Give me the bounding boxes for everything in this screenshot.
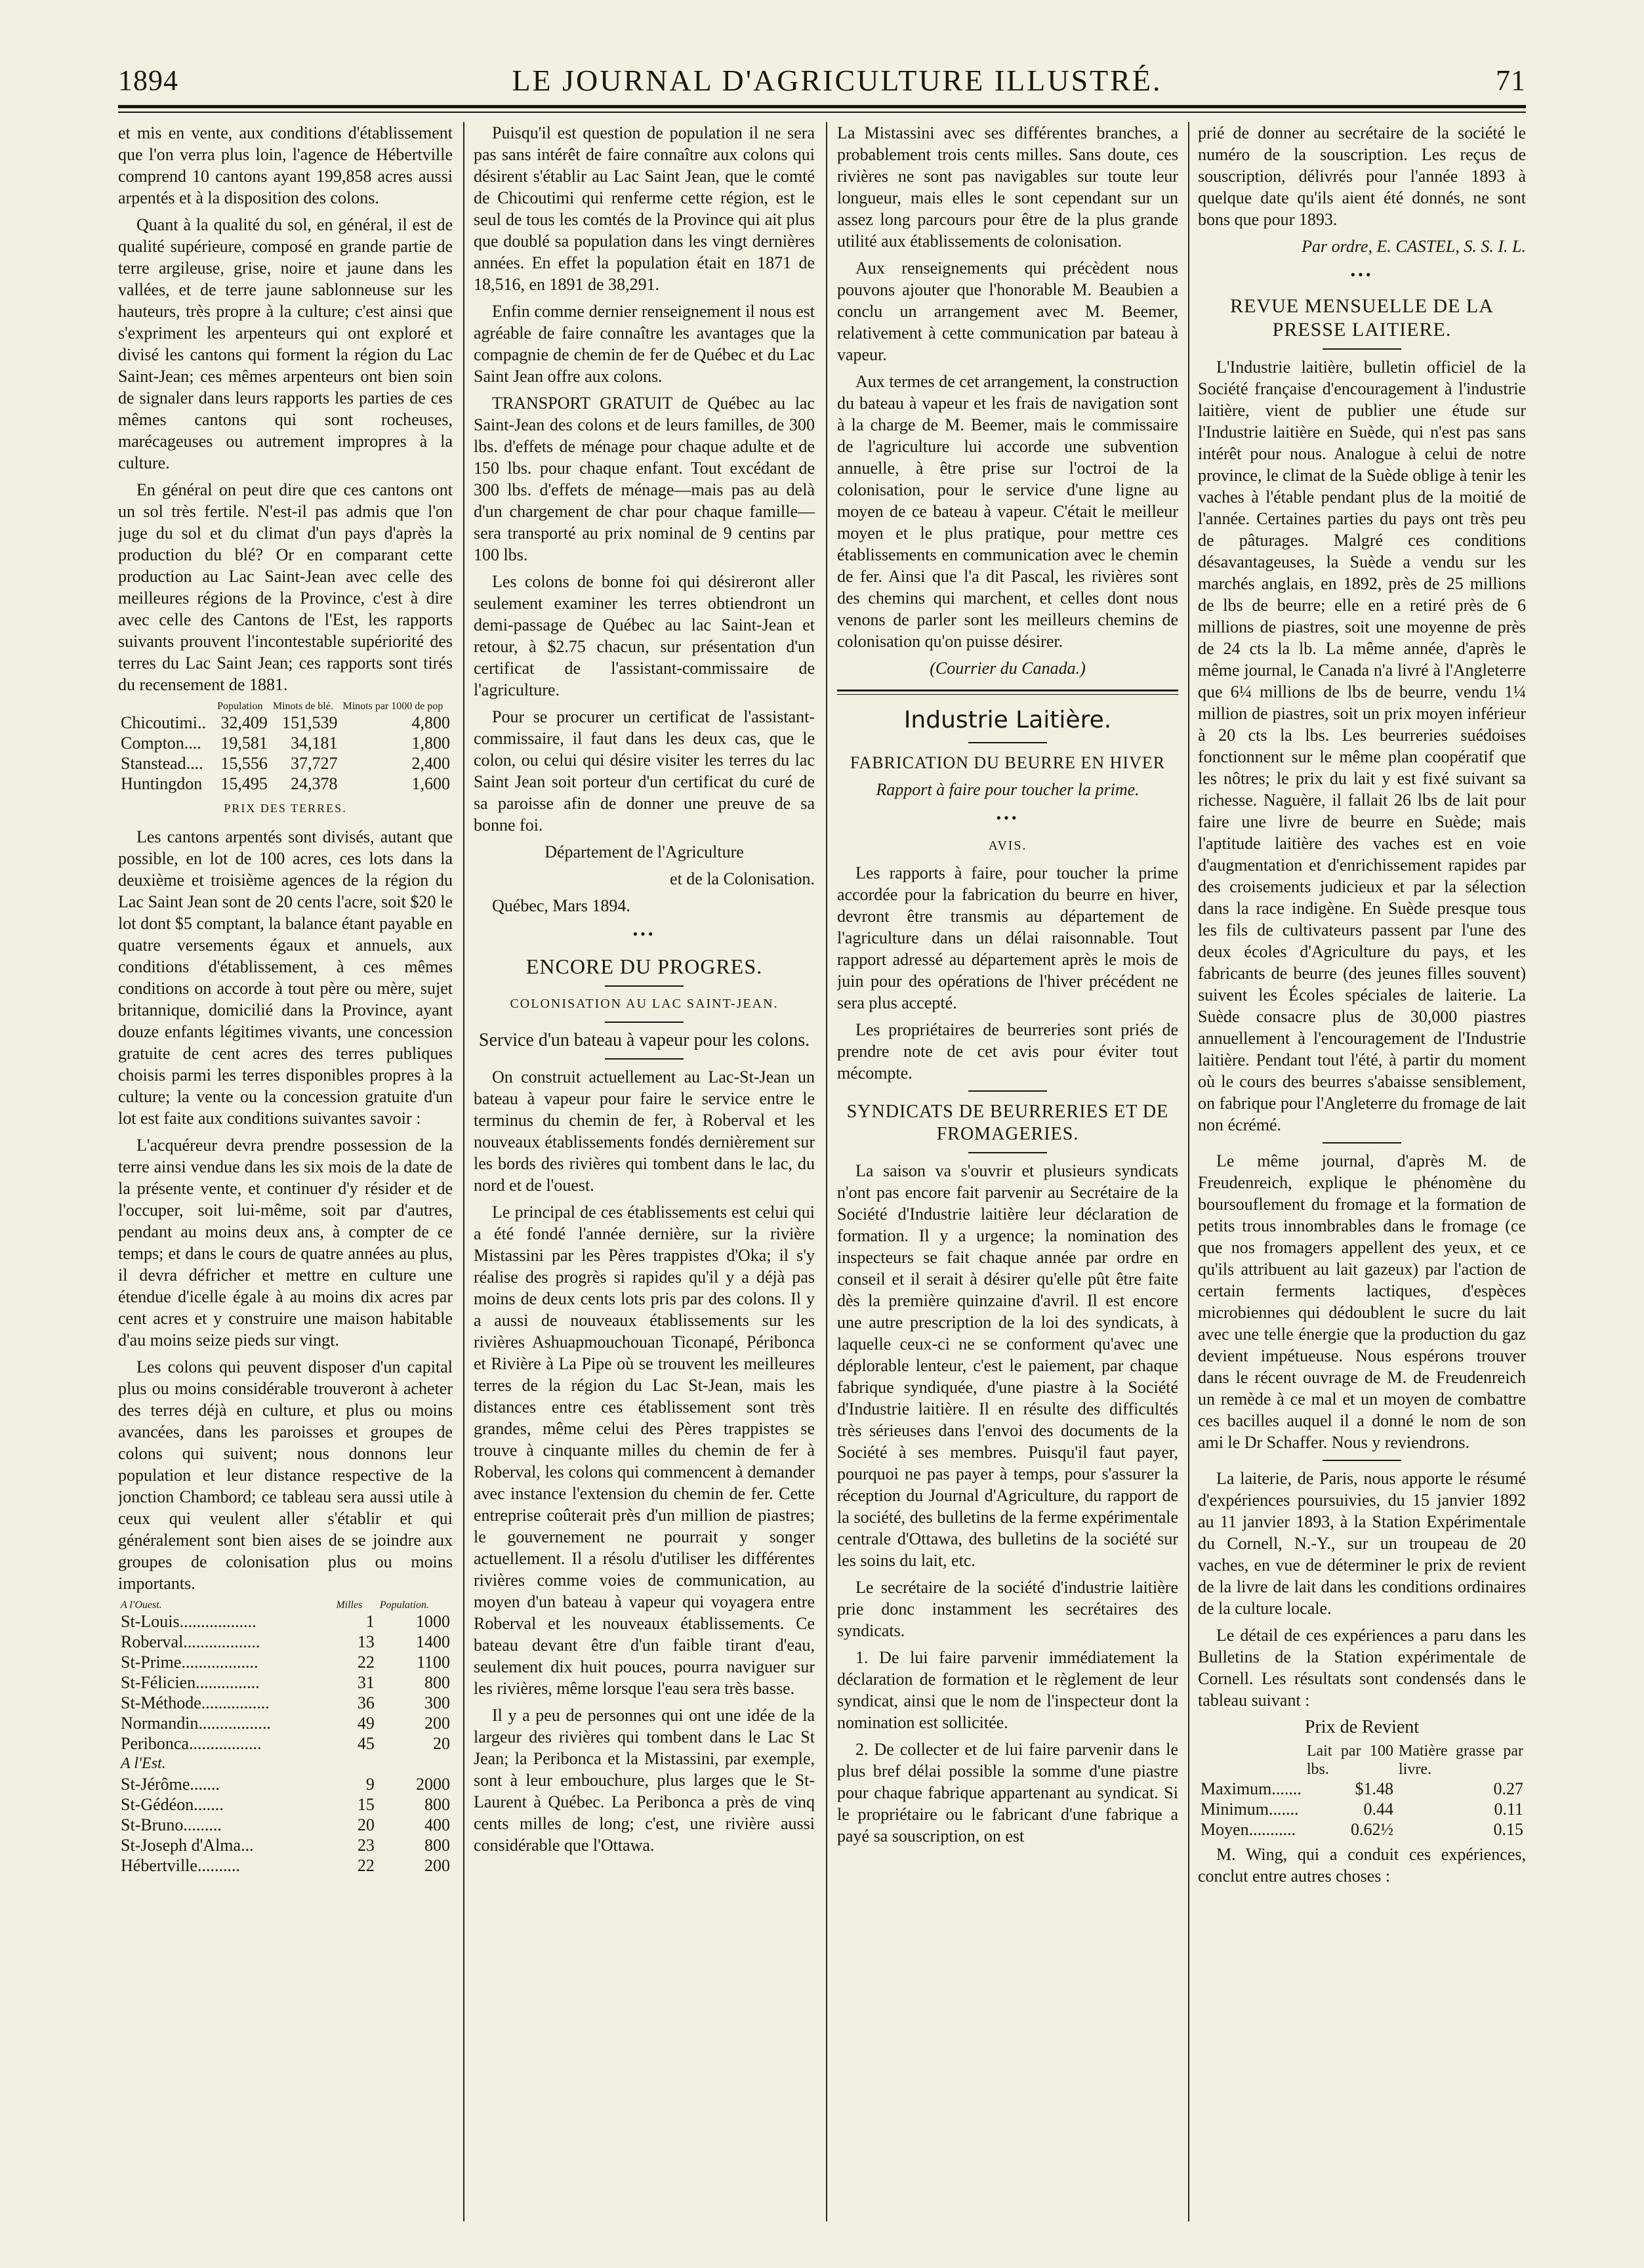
paragraph: Aux termes de cet arrangement, la construction du bateau à vapeur et les frais de navigation sont à la charge de M. Beemer, mais le commissaire de l'agriculture lui accorde une subvention annuelle, à être prise sur l'octroi de la colonisation, pour le service d'une ligne au moyen de ce bateau à vapeur. C'était le meilleur moyen et le plus pratique, pour mettre ces établissements en communication avec le chemin de fer. Ainsi que l'a dit Pascal, les rivières sont des chemins qui marchent, et celles dont nous venons de parler sont les meilleurs chemins de colonisation qu'on puisse désirer.: [837, 372, 1178, 651]
table-cell: 34,181: [290, 733, 338, 753]
table-cell: St-Louis..................: [121, 1612, 257, 1631]
paragraph: Les colons de bonne foi qui désireront aller seulement examiner les terres obtiendront un demi-passage de Québec au lac Saint-Jean et retour, à $2.75 chacun, sur présentation d'un certificat de l'assistant-commissaire de l'agriculture.: [474, 572, 815, 699]
column-2: [474, 122, 815, 2221]
table-row: [118, 1815, 453, 1835]
table-cell: 800: [424, 1673, 450, 1692]
journal-title: LE JOURNAL D'AGRICULTURE ILLUSTRÉ.: [512, 63, 1162, 97]
separator-rule: [605, 1021, 684, 1023]
table-cell: 300: [424, 1693, 450, 1712]
article-subheading: COLONISATION AU LAC SAINT-JEAN.: [510, 997, 779, 1011]
table-cell: $1.48: [1355, 1779, 1393, 1798]
table-cell: 1100: [416, 1653, 450, 1672]
table-cell: St-Gédéon.......: [121, 1795, 224, 1814]
table-row: [118, 1855, 453, 1876]
table-cell: 200: [424, 1856, 450, 1875]
paragraph: prié de donner au secrétaire de la société le numéro de la souscription. Les reçus de souscription, délivrés pour l'année 1893 à quelque date qu'ils aient été donnés, ne sont bons que pour 1893.: [1198, 123, 1526, 229]
table-cell: St-Prime..................: [121, 1653, 258, 1672]
table-cell: 1: [365, 1612, 375, 1631]
separator-rule: [605, 1058, 684, 1060]
paragraph: 1. De lui faire parvenir immédiatement la déclaration de formation et le règlement de leur syndicat, ainsi que le nom de l'inspecteur dont la nomination est sollicitée.: [837, 1648, 1178, 1732]
column-4: [1198, 122, 1526, 2221]
separator-rule: [1323, 1460, 1401, 1461]
table-cell: 31: [357, 1673, 375, 1692]
column-1: [118, 122, 453, 2221]
paragraph: On construit actuellement au Lac-St-Jean un bateau à vapeur pour faire le service entre le terminus du chemin de fer, à Roberval et les nouveaux établissements fondés dernièrement sur les bords des rivières qui tombent dans le lac, du nord et de l'ouest.: [474, 1067, 815, 1195]
paragraph: En général on peut dire que ces cantons ont un sol très fertile. N'est-il pas admis que l'on juge du sol et du climat d'un pays d'après la production du blé? Or en comparant cette production au Lac Saint-Jean avec celle des meilleures régions de la Province, c'est à dire avec celle des Cantons de l'Est, les rapports suivants prouvent l'incontestable supériorité des terres du Lac Saint Jean; ces rapports sont tirés du recensement de 1881.: [118, 480, 453, 694]
article-heading: ENCORE DU PROGRES.: [525, 955, 763, 978]
source-credit: (Courrier du Canada.): [930, 659, 1086, 678]
table-row: [118, 753, 453, 773]
table-header: [118, 701, 215, 712]
table-header: Population: [217, 701, 263, 712]
table-cell: Huntingdon: [121, 774, 203, 793]
paragraph: Le même journal, d'après M. de Freudenreich, explique le phénomène du boursouflement du fromage et la formation de petits trous innombrables dans le fromage (ce que nos fromagers appellent des yeux, et ce qu'ils attribuent au lait gazeux) par l'action de certain ferments lactiques, d'espèces microbiennes qui dédoublent le sucre du lait avec une telle énergie que la production du gaz devient impétueuse. Nous espérons trouver dans le récent ouvrage de M. de Freudenreich un remède à ce mal et un moyen de combattre ces bacilles auquel il a donné le nom de son ami le Dr Schaffer. Nous y reviendrons.: [1198, 1151, 1526, 1452]
table-cell: 0.15: [1493, 1820, 1523, 1839]
table-cell: 15,556: [220, 754, 268, 773]
table-cell: 36: [357, 1693, 375, 1712]
header-year: 1894: [118, 64, 178, 96]
table-row: [118, 1835, 453, 1855]
table-cell: St-Joseph d'Alma...: [121, 1836, 254, 1855]
table-cell: 20: [357, 1815, 375, 1834]
article-heading: REVUE MENSUELLE DE LA PRESSE LAITIERE.: [1230, 295, 1494, 340]
table-cell: 37,727: [290, 754, 338, 773]
section-heading: Industrie Laitière.: [903, 707, 1112, 733]
paragraph: Le détail de ces expériences a paru dans les Bulletins de la Station expérimentale de Cornell. Les résultats sont condensés dans le tableau suivant :: [1198, 1626, 1526, 1710]
paragraph: 2. De collecter et de lui faire parvenir dans le plus bref délai possible la somme d'une piastre pour chaque fabrique appartenant au syndicat. Si le propriétaire ou le fabricant d'une fabrique a payé sa souscription, on est: [837, 1740, 1178, 1845]
separator-rule: [968, 1152, 1047, 1153]
paragraph: Enfin comme dernier renseignement il nous est agréable de faire connaître les avantages que la compagnie de chemin de fer de Québec et du Lac Saint Jean offre aux colons.: [474, 302, 815, 386]
table-row: [118, 1632, 453, 1652]
table-cell: 200: [424, 1714, 450, 1733]
separator-rule: [1323, 348, 1401, 350]
paragraph: La Mistassini avec ses différentes branches, a probablement trois cents milles. Sans doute, ces rivières ne sont pas navigables sur toute leur longueur, mais elles le sont cependant sur un assez long parcours pour être de la plus grande utilité aux établissements de colonisation.: [837, 123, 1178, 251]
paragraph: Le secrétaire de la société d'industrie laitière prie donc instamment les secrétaires des syndicats.: [837, 1578, 1178, 1640]
table-title: Prix de Revient: [1304, 1717, 1420, 1737]
paragraph: Pour se procurer un certificat de l'assistant-commissaire, il faut dans les deux cas, que le colon, ou celui qui désire visiter les terres du lac Saint Jean soit porteur d'un certificat du curé de sa paroisse afin de donner une preuve de sa bonne foi.: [474, 707, 815, 835]
table-row: [1198, 1779, 1526, 1799]
table-cell: 49: [357, 1714, 375, 1733]
cost-table: [1198, 1742, 1526, 1840]
paragraph: Le principal de ces établissements est celui qui a été fondé l'année dernière, sur la rivière Mistassini par les Pères trappistes d'Oka; il s'y réalise des progrès si rapides qu'il y a déjà pas moins de deux cents lots pris par des colons. Il y a aussi de nouveaux établissements sur les rivières Ashuapmouchouan Ticonapé, Péribonca et Rivière à La Pipe où se trouvent les meilleures terres de la région du Lac St-Jean, mais les distances entre ces établissement sont très grandes, même celui des Pères trappistes se trouve à cinquante milles du chemin de fer à Roberval, les colons qui commencent à demander avec instance l'extension du chemin de fer. Cette entreprise coûterait près d'un million de piastres; le gouvernement ne pourrait y songer actuellement. Il a résolu d'utiliser les différentes rivières comme voies de communication, au moyen d'un bateau à vapeur qui voyagera entre Roberval et les nouveaux établissements. Ce bateau devant être d'un faible tirant d'eau, seulement dix huit pouces, pourra naviguer sur les rivières, même lorsque l'eau sera très basse.: [474, 1203, 815, 1698]
table-cell: 2,400: [411, 754, 450, 773]
article-subheading: Service d'un bateau à vapeur pour les colons.: [478, 1030, 810, 1050]
paragraph: Les colons qui peuvent disposer d'un capital plus ou moins considérable trouveront à acheter des terres déjà en culture, et plus ou moins avancées, dans les paroisses et groupes de colons qui suivent; nous donnons leur population et leur distance respective de la jonction Chambord; ce tableau sera aussi utile à ceux qui veulent aller s'établir et qui généralement sont bien aises de se joindre aux groupes de colonisation plus ou moins importants.: [118, 1357, 453, 1593]
table-cell: 24,378: [290, 774, 338, 793]
table-cell: 1400: [416, 1632, 450, 1651]
article-heading: SYNDICATS DE BEURRERIES ET DE FROMAGERIES.: [846, 1102, 1169, 1144]
signature-line: et de la Colonisation.: [670, 869, 815, 888]
separator-rule: [968, 1090, 1047, 1092]
table-cell: Moyen...........: [1201, 1820, 1296, 1839]
table-cell: 45: [357, 1734, 375, 1753]
table-header: [1198, 1742, 1304, 1779]
column-3: [837, 122, 1178, 2221]
column-divider: [826, 122, 827, 2221]
header-rule-thin: [118, 112, 1526, 113]
table-row: [1198, 1799, 1526, 1819]
census-table: [118, 701, 453, 794]
table-row: [1198, 1819, 1526, 1840]
table-cell: 0.11: [1494, 1800, 1523, 1819]
paragraph: L'Industrie laitière, bulletin officiel de la Société française d'encouragement à l'industrie laitière, vient de publier une étude sur l'Industrie laitière en Suède, qui n'est pas sans intérêt pour nous. Analogue à celui de notre province, le climat de la Suède oblige à tenir les vaches à l'étable pendant plus de la moitié de l'année. Certaines parties du pays ont très peu de pâturages. Malgré ces conditions désavantageuses, la Suède a vendu sur les marchés anglais, en 1892, près de 25 millions de lbs de beurre; elle en a retiré près de 6 millions de piastres, soit une moyenne de près de 24 cts la lb. La même année, d'après le même journal, le Canada n'a livré à l'Angleterre que 6¼ millions de lbs de beurre, vendu 1¼ million de piastres, soit un prix moyen inférieur à 20 cts la lbs. Les beurreries suédoises fonctionnent sur le même plan coopératif que les nôtres; le prix du lait y est fixé suivant sa richesse. Naguère, il fallait 26 lbs de lait pour faire une livre de beurre en Suède; mais l'aptitude laitière des vaches est en voie d'augmentation et d'enrichissement rapides par des croisements judicieux et par la sélection dans la race indigène. En Suède presque tous les fils de cultivateurs passent par l'une des deux écoles d'Agriculture du pays, et les fabricants de beurre (des jeunes filles souvent) suivent les Écoles spéciales de laiterie. La Suède consacre plus de 30,000 piastres annuellement à l'encouragement de l'Industrie laitière. Pendant tout l'été, à partir du moment où le cours des beurres s'abaisse sensiblement, on fabrique pour l'Angleterre du fromage de lait non écrémé.: [1198, 358, 1526, 1134]
table-cell: Hébertville..........: [121, 1856, 240, 1875]
table-header: Matière grasse par livre.: [1398, 1742, 1523, 1778]
table-row: [118, 1652, 453, 1672]
separator-rule: [605, 985, 684, 987]
table-cell: 1,800: [411, 733, 450, 753]
table-cell: 0.62½: [1350, 1820, 1393, 1839]
column-divider: [463, 122, 464, 2221]
separator-rule: [968, 742, 1047, 743]
page-header: [118, 60, 1526, 100]
table-row: [118, 712, 453, 733]
table-cell: 800: [424, 1795, 450, 1814]
table-header: Population.: [379, 1599, 429, 1611]
article-heading: FABRICATION DU BEURRE EN HIVER: [850, 753, 1166, 772]
paragraph: Les rapports à faire, pour toucher la prime accordée pour la fabrication du beurre en hiver, devront être transmis au département de l'agriculture dans un délai raisonnable. Tout rapport adressé au département après le mois de juin pour des opérations de l'hiver précédent ne sera plus accepté.: [837, 863, 1178, 1012]
paragraph: La saison va s'ouvrir et plusieurs syndicats n'ont pas encore fait parvenir au Secrétaire de la Société d'Industrie laitière leur déclaration de formation. Il y a urgence; la nomination des inspecteurs se fait chaque année par ordre en conseil et il serait à désirer qu'elle pût être faite dès la première quinzaine d'avril. Il est encore une autre prescription de la loi des syndicats, à laquelle ceux-ci ne se conforment qu'avec une déplorable lenteur, c'est le paiement, par chaque fabrique syndiquée, d'une piastre à la Société d'Industrie laitière. Il en résulte des difficultés très sérieuses dans l'envoi des documents de la Société à ses membres. Puisqu'il faut payer, pourquoi ne pas payer à temps, pour s'assurer la réception du Journal d'Agriculture, du rapport de la société, des bulletins de la ferme expérimentale centrale d'Ottawa, des bulletins de la société sur les soins du lait, etc.: [837, 1161, 1178, 1570]
table-row: [118, 1733, 453, 1754]
table-cell: Chicoutimi..: [121, 713, 206, 732]
table-cell: Stanstead....: [121, 754, 203, 773]
paragraph: Il y a peu de personnes qui ont une idée de la largeur des rivières qui tombent dans le Lac St Jean; la Peribonca et la Mistassini, par exemple, sont à leur embouchure, plus larges que le St-Laurent à Québec. La Peribonca a près de vinq cents milles de long; c'est, une rivière aussi considérable que l'Ottawa.: [474, 1706, 815, 1855]
separator-ornament: •••: [996, 810, 1019, 826]
table-cell: 15: [357, 1795, 375, 1814]
table-cell: St-Bruno.........: [121, 1815, 222, 1834]
table-cell: St-Félicien...............: [121, 1673, 260, 1692]
table-row: [118, 1794, 453, 1815]
settlements-table: [118, 1599, 453, 1876]
table-cell: 22: [357, 1856, 375, 1875]
page-number: 71: [1495, 64, 1526, 96]
table-cell: 4,800: [411, 713, 450, 732]
separator-rule: [1323, 1142, 1401, 1144]
section-title: PRIX DES TERRES.: [224, 802, 347, 815]
table-row: [118, 1672, 453, 1693]
dateline: Québec, Mars 1894.: [492, 896, 630, 915]
table-row: [118, 1611, 453, 1632]
table-header: Minots de blé.: [272, 701, 333, 712]
table-row: [118, 773, 453, 794]
header-rule: [118, 105, 1526, 108]
table-cell: 22: [357, 1653, 375, 1672]
paragraph: L'acquéreur devra prendre possession de la terre ainsi vendue dans les six mois de la date de la présente vente, et continuer d'y résider et de l'occuper, soit lui-même, soit par d'autres, pendant au moins deux ans, à compter de ce temps; et dans le cours de quatre années au plus, il devra défricher et mettre en culture une étendue d'icelle égale à au moins dix acres par cent acres et y construire une maison habitable d'au moins seize pieds sur vingt.: [118, 1136, 453, 1350]
table-cell: 0.44: [1363, 1800, 1393, 1819]
table-header: Milles: [336, 1599, 363, 1611]
table-cell: 15,495: [220, 774, 268, 793]
table-cell: 23: [357, 1836, 375, 1855]
paragraph: Les propriétaires de beurreries sont priés de prendre note de cet avis pour éviter tout mécompte.: [837, 1020, 1178, 1082]
signature-line: Département de l'Agriculture: [545, 842, 744, 861]
separator-ornament: •••: [632, 926, 656, 942]
table-cell: 800: [424, 1836, 450, 1855]
table-cell: St-Méthode................: [121, 1693, 270, 1712]
table-header: Lait par 100 lbs.: [1306, 1742, 1393, 1778]
table-cell: 1000: [416, 1612, 450, 1631]
paragraph: TRANSPORT GRATUIT de Québec au lac Saint-Jean des colons et de leurs familles, de 300 lbs. d'effets de ménage pour chaque adulte et de 150 lbs. pour chaque enfant. Tout excédant de 300 lbs. d'effets de ménage—mais pas au delà d'un chargement de char pour chaque famille—sera transporté au prix nominal de 9 centins par 100 lbs.: [474, 394, 815, 564]
column-divider: [1188, 122, 1189, 2221]
paragraph: M. Wing, qui a conduit ces expériences, conclut entre autres choses :: [1198, 1845, 1526, 1886]
table-header: A l'Ouest.: [121, 1599, 162, 1611]
table-cell: Normandin.................: [121, 1714, 271, 1733]
table-cell: 2000: [416, 1775, 450, 1794]
notice-heading: AVIS.: [988, 838, 1027, 853]
paragraph: Les cantons arpentés sont divisés, autant que possible, en lot de 100 acres, ces lots dans la deuxième et troisième agences de la région du Lac Saint Jean sont de 20 cents l'acre, soit $20 le lot dont $5 comptant, la balance étant payable en quatre versements égaux et annuels, aux conditions d'établissement, à ces mêmes conditions on accorde à tout père ou mère, sujet britannique, domicilié dans la Province, ayant douze enfants légitimes vivants, une concession gratuite de cent acres des terres publiques choisis parmi les terres disponibles propres à la culture; la vente ou la concession gratuite d'un lot est faite aux conditions suivantes savoir :: [118, 827, 453, 1128]
paragraph: La laiterie, de Paris, nous apporte le résumé d'expériences poursuivies, du 15 janvier 1892 au 11 janvier 1893, à la Station Expérimentale du Cornell, N.-Y., sur un troupeau de 20 vaches, en vue de déterminer le prix de revient de la livre de lait dans les conditions ordinaires de la culture locale.: [1198, 1469, 1526, 1618]
table-row: [118, 1713, 453, 1733]
paragraph: Puisqu'il est question de population il ne sera pas sans intérêt de faire connaître aux colons qui désirent s'établir au Lac Saint Jean, que le comté de Chicoutimi qui renferme cette région, est le seul de tous les comtés de la Province qui ait plus que doublé sa population dans les vingt dernières années. En effet la population était en 1871 de 18,516, en 1891 de 38,291.: [474, 123, 815, 294]
table-cell: St-Jérôme.......: [121, 1775, 220, 1794]
table-cell: Compton....: [121, 733, 201, 753]
table-cell: Minimum.......: [1201, 1800, 1299, 1819]
table-cell: Roberval..................: [121, 1632, 260, 1651]
table-row: [118, 1693, 453, 1713]
table-cell: 151,539: [281, 713, 338, 732]
paragraph: Aux renseignements qui précèdent nous pouvons ajouter que l'honorable M. Beaubien a conclu un arrangement avec M. Beemer, relativement à cette communication par bateau à vapeur.: [837, 258, 1178, 364]
table-cell: 19,581: [220, 733, 268, 753]
table-row: [118, 1774, 453, 1794]
article-subheading: Rapport à faire pour toucher la prime.: [876, 780, 1140, 799]
table-cell: 400: [424, 1815, 450, 1834]
table-cell: 9: [365, 1775, 375, 1794]
section-rule: [837, 690, 1178, 695]
table-cell: 0.27: [1493, 1779, 1523, 1798]
paragraph: et mis en vente, aux conditions d'établissement que l'on verra plus loin, l'agence de Hébertville comprend 10 cantons ayant 199,858 acres aussi arpentés et à la disposition des colons.: [118, 123, 453, 207]
table-header: Minots par 1000 de pop: [342, 701, 443, 712]
table-cell: Maximum.......: [1201, 1779, 1302, 1798]
table-cell: Peribonca.................: [121, 1734, 262, 1753]
signature-line: Par ordre, E. CASTEL, S. S. I. L.: [1302, 237, 1526, 256]
table-row: [118, 733, 453, 753]
table-cell: 1,600: [411, 774, 450, 793]
table-cell: 32,409: [220, 713, 268, 732]
paragraph: Quant à la qualité du sol, en général, il est de qualité supérieure, composé en grande partie de terre argileuse, grise, noire et jaune dans les vallées, et de terre jaune sablonneuse sur les hauteurs, très propre à la culture; c'est ainsi que s'expriment les arpenteurs qui ont exploré et divisé les cantons qui forment la région du Lac Saint-Jean; ces mêmes arpenteurs ont bien soin de signaler dans leurs rapports les parties de ces mêmes cantons qui sont rocheuses, marécageuses ou autrement impropres à la culture.: [118, 215, 453, 472]
table-section-label: A l'Est.: [121, 1755, 166, 1772]
table-cell: 13: [357, 1632, 375, 1651]
table-cell: 20: [433, 1734, 450, 1753]
separator-ornament: •••: [1350, 266, 1374, 283]
